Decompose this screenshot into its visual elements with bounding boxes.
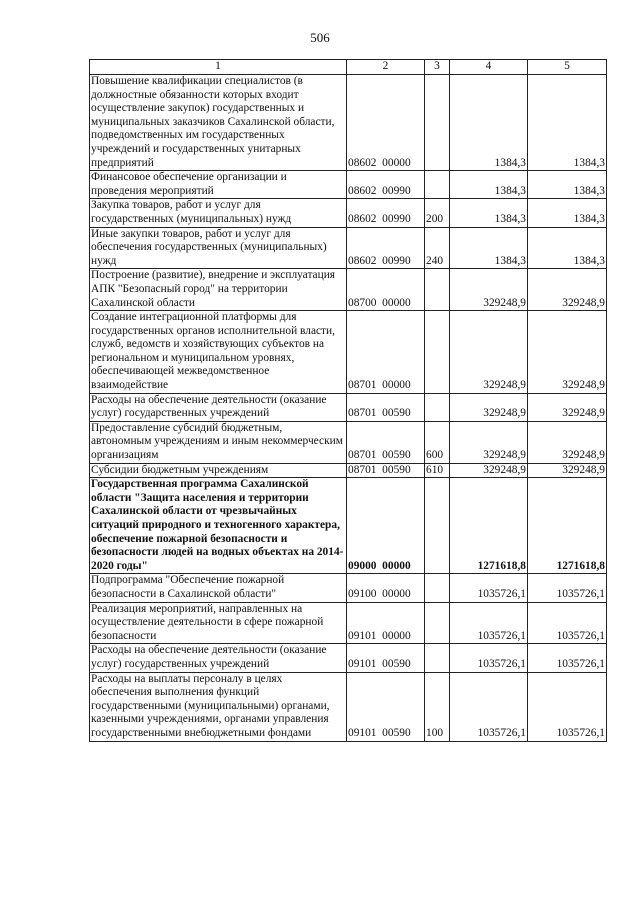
amount-column-5: 1035726,1 bbox=[528, 574, 607, 602]
classification-code: 09101 00590 bbox=[347, 644, 425, 672]
expense-type-code: 240 bbox=[425, 227, 450, 269]
classification-code: 08700 00000 bbox=[347, 269, 425, 311]
amount-column-4: 329248,9 bbox=[450, 269, 528, 311]
column-1-header: 1 bbox=[90, 60, 347, 75]
amount-column-4: 329248,9 bbox=[450, 311, 528, 394]
row-name: Реализация мероприятий, направленных на осуществление деятельности в сфере пожарной безопасности bbox=[90, 602, 347, 644]
expense-type-code: 200 bbox=[425, 199, 450, 227]
table-row bbox=[90, 199, 607, 227]
classification-code: 08602 00990 bbox=[347, 171, 425, 199]
column-number-row bbox=[90, 60, 607, 75]
amount-column-4: 1035726,1 bbox=[450, 574, 528, 602]
expense-type-code bbox=[425, 644, 450, 672]
row-name: Повышение квалификации специалистов (в должностные обязанности которых входит осуществление закупок) государственных и муниципальных заказчиков Сахалинской области, подведомственных им государственных учреждений и государственных унитарных предприятий bbox=[90, 75, 347, 171]
table-row bbox=[90, 311, 607, 394]
amount-column-4: 1271618,8 bbox=[450, 478, 528, 574]
table-row bbox=[90, 478, 607, 574]
budget-table-body bbox=[90, 60, 607, 742]
amount-column-4: 1035726,1 bbox=[450, 602, 528, 644]
row-name: Расходы на обеспечение деятельности (оказание услуг) государственных учреждений bbox=[90, 644, 347, 672]
table-row bbox=[90, 602, 607, 644]
table-row bbox=[90, 644, 607, 672]
expense-type-code bbox=[425, 478, 450, 574]
row-name: Государственная программа Сахалинской области "Защита населения и территории Сахалинской области от чрезвычайных ситуаций природного и техногенного характера, обеспечение пожарной безопасности и безопасности людей на водных объектах на 2014-2020 годы" bbox=[90, 478, 347, 574]
amount-column-5: 1271618,8 bbox=[528, 478, 607, 574]
table-row bbox=[90, 171, 607, 199]
amount-column-4: 1384,3 bbox=[450, 171, 528, 199]
row-name: Финансовое обеспечение организации и проведения мероприятий bbox=[90, 171, 347, 199]
row-name: Закупка товаров, работ и услуг для государственных (муниципальных) нужд bbox=[90, 199, 347, 227]
amount-column-4: 1035726,1 bbox=[450, 644, 528, 672]
amount-column-4: 1384,3 bbox=[450, 227, 528, 269]
amount-column-5: 329248,9 bbox=[528, 463, 607, 478]
table-row bbox=[90, 75, 607, 171]
amount-column-4: 1035726,1 bbox=[450, 672, 528, 741]
amount-column-4: 329248,9 bbox=[450, 421, 528, 463]
expense-type-code bbox=[425, 393, 450, 421]
row-name: Предоставление субсидий бюджетным, автономным учреждениям и иным некоммерческим организациям bbox=[90, 421, 347, 463]
amount-column-5: 1035726,1 bbox=[528, 644, 607, 672]
classification-code: 09100 00000 bbox=[347, 574, 425, 602]
table-row bbox=[90, 463, 607, 478]
amount-column-5: 1384,3 bbox=[528, 227, 607, 269]
classification-code: 09101 00000 bbox=[347, 602, 425, 644]
expense-type-code bbox=[425, 269, 450, 311]
column-4-header: 4 bbox=[450, 60, 528, 75]
classification-code: 08701 00590 bbox=[347, 463, 425, 478]
page-number: 506 bbox=[310, 30, 330, 45]
row-name: Создание интеграционной платформы для государственных органов исполнительной власти, служб, ведомств и хозяйствующих субъектов на региональном и муниципальном уровнях, обеспечивающей межведомственное взаимодействие bbox=[90, 311, 347, 394]
expense-type-code bbox=[425, 75, 450, 171]
amount-column-5: 1384,3 bbox=[528, 171, 607, 199]
table-row bbox=[90, 269, 607, 311]
amount-column-5: 329248,9 bbox=[528, 421, 607, 463]
column-2-header: 2 bbox=[347, 60, 425, 75]
classification-code: 08701 00590 bbox=[347, 421, 425, 463]
amount-column-5: 329248,9 bbox=[528, 269, 607, 311]
table-row bbox=[90, 421, 607, 463]
row-name: Построение (развитие), внедрение и эксплуатация АПК "Безопасный город" на территории Сахалинской области bbox=[90, 269, 347, 311]
expense-type-code: 610 bbox=[425, 463, 450, 478]
column-3-header: 3 bbox=[425, 60, 450, 75]
amount-column-5: 1035726,1 bbox=[528, 672, 607, 741]
table-row bbox=[90, 672, 607, 741]
amount-column-5: 1384,3 bbox=[528, 199, 607, 227]
amount-column-4: 329248,9 bbox=[450, 393, 528, 421]
row-name: Расходы на выплаты персоналу в целях обеспечения выполнения функций государственными (муниципальными) органами, казенными учреждениями, органами управления государственными внебюджетными фондами bbox=[90, 672, 347, 741]
row-name: Расходы на обеспечение деятельности (оказание услуг) государственных учреждений bbox=[90, 393, 347, 421]
expense-type-code: 600 bbox=[425, 421, 450, 463]
amount-column-5: 1384,3 bbox=[528, 75, 607, 171]
amount-column-5: 1035726,1 bbox=[528, 602, 607, 644]
classification-code: 08602 00990 bbox=[347, 227, 425, 269]
row-name: Субсидии бюджетным учреждениям bbox=[90, 463, 347, 478]
expense-type-code: 100 bbox=[425, 672, 450, 741]
classification-code: 08701 00590 bbox=[347, 393, 425, 421]
budget-table bbox=[89, 59, 607, 742]
amount-column-5: 329248,9 bbox=[528, 393, 607, 421]
classification-code: 09101 00590 bbox=[347, 672, 425, 741]
expense-type-code bbox=[425, 311, 450, 394]
classification-code: 09000 00000 bbox=[347, 478, 425, 574]
table-row bbox=[90, 574, 607, 602]
amount-column-4: 1384,3 bbox=[450, 199, 528, 227]
classification-code: 08701 00000 bbox=[347, 311, 425, 394]
expense-type-code bbox=[425, 574, 450, 602]
expense-type-code bbox=[425, 602, 450, 644]
amount-column-5: 329248,9 bbox=[528, 311, 607, 394]
expense-type-code bbox=[425, 171, 450, 199]
row-name: Подпрограмма "Обеспечение пожарной безопасности в Сахалинской области" bbox=[90, 574, 347, 602]
classification-code: 08602 00990 bbox=[347, 199, 425, 227]
table-row bbox=[90, 227, 607, 269]
classification-code: 08602 00000 bbox=[347, 75, 425, 171]
column-5-header: 5 bbox=[528, 60, 607, 75]
table-row bbox=[90, 393, 607, 421]
amount-column-4: 1384,3 bbox=[450, 75, 528, 171]
amount-column-4: 329248,9 bbox=[450, 463, 528, 478]
row-name: Иные закупки товаров, работ и услуг для обеспечения государственных (муниципальных) нужд bbox=[90, 227, 347, 269]
